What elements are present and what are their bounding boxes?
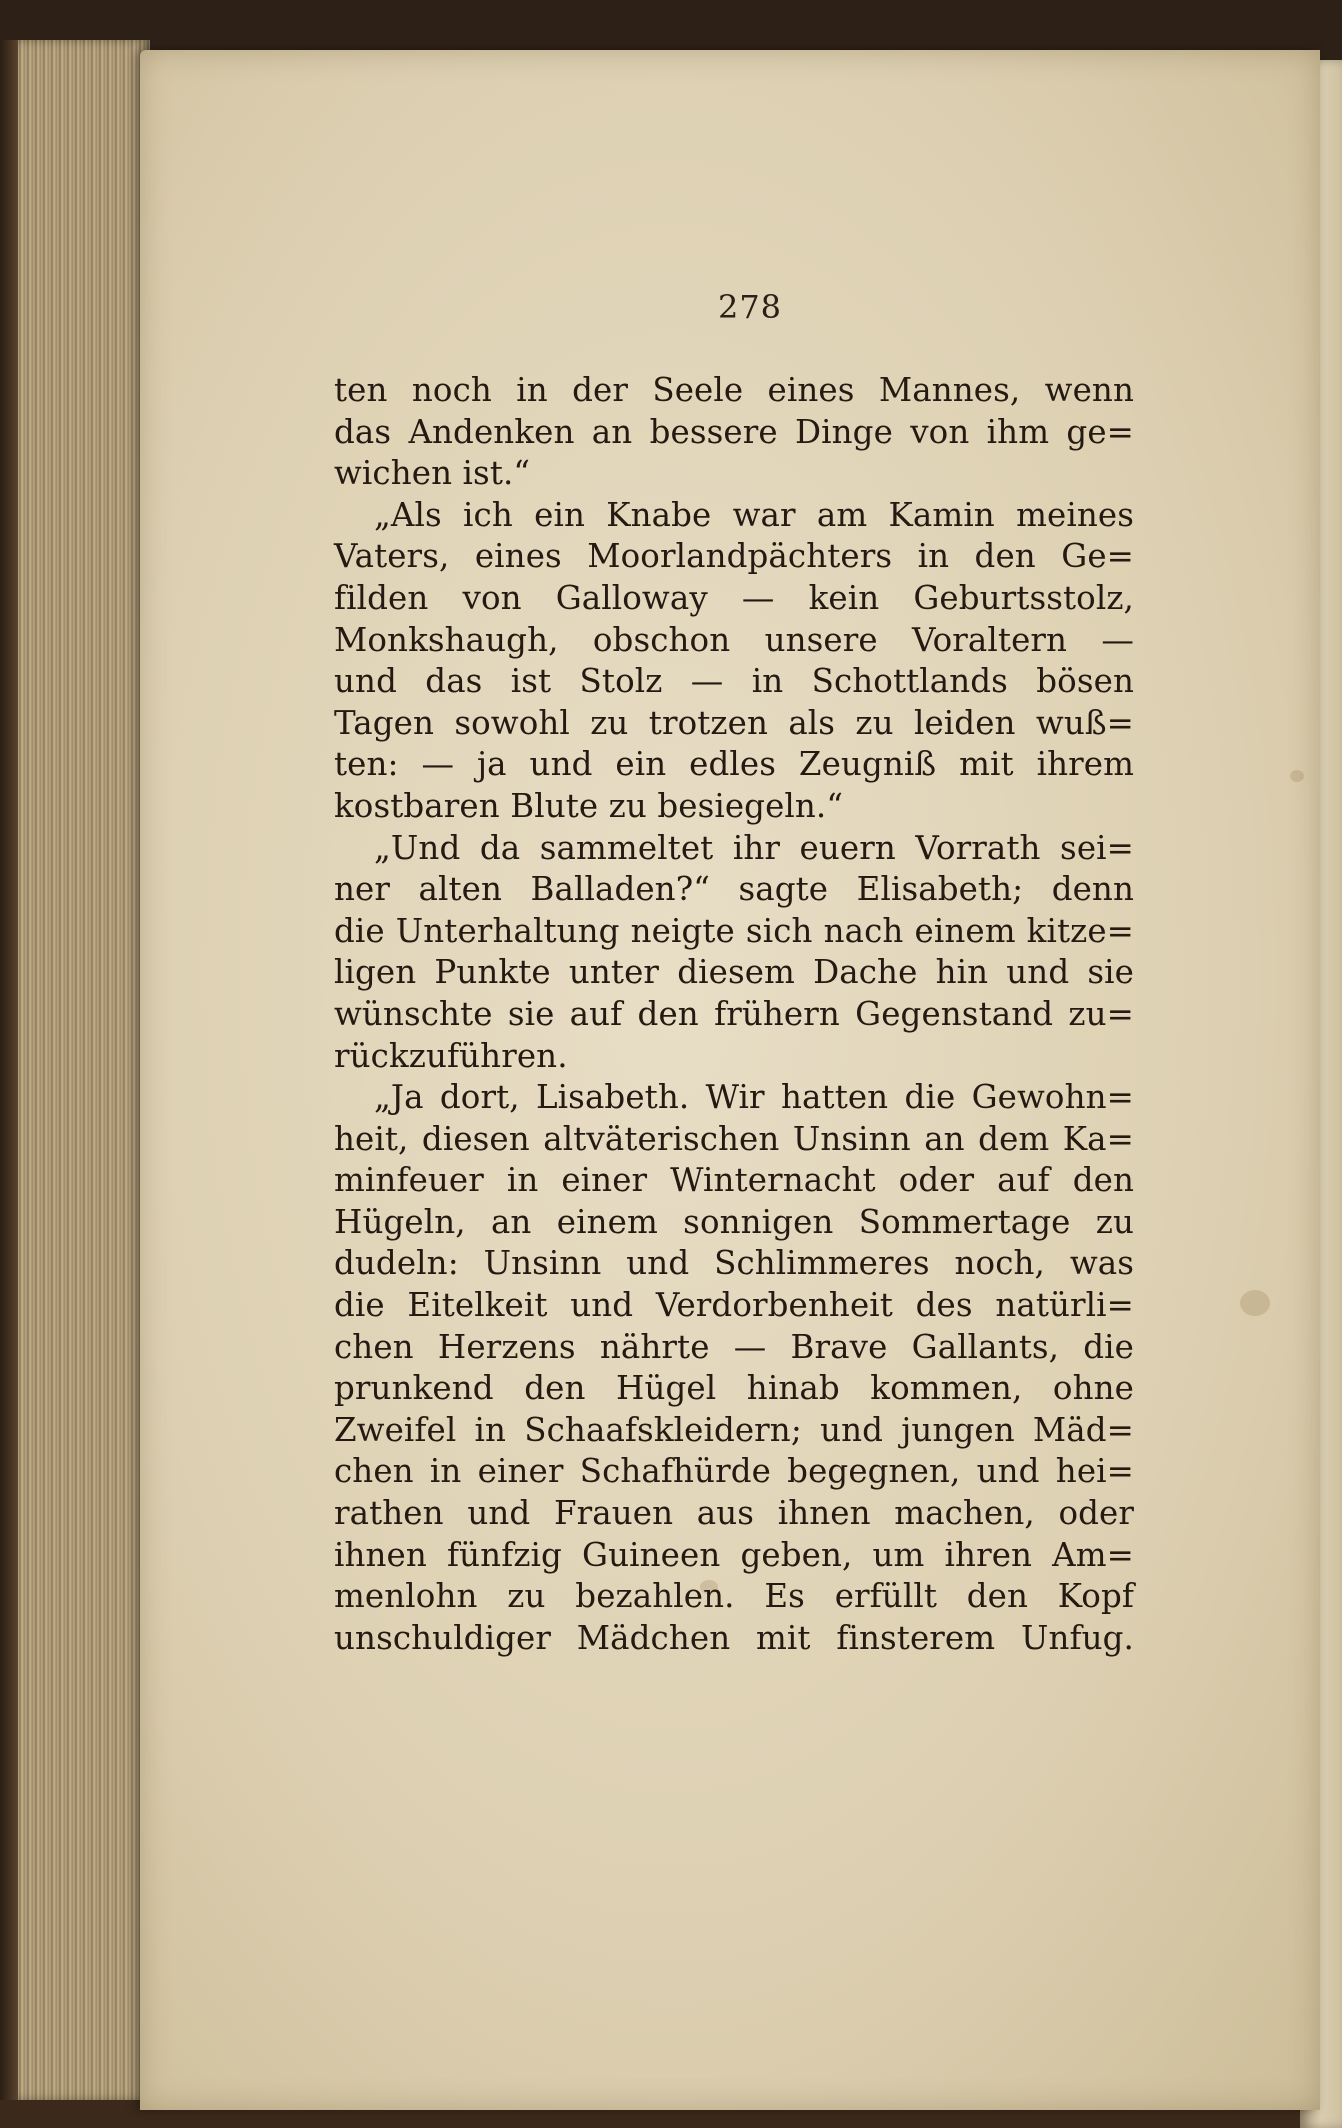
text-line: rückzuführen. (334, 1036, 568, 1075)
text-line: Zweifel in Schaafskleidern; und jungen Mäd= (334, 1410, 1134, 1449)
text-line: Vaters, eines Moorlandpächters in den Ge= (334, 537, 1134, 576)
text-line: Monkshaugh, obschon unsere Voraltern — (334, 620, 1134, 659)
text-line: ligen Punkte unter diesem Dache hin und sie (334, 953, 1134, 992)
text-line: „Ja dort, Lisabeth. Wir hatten die Gewohn= (374, 1078, 1134, 1117)
text-line: ner alten Balladen?“ sagte Elisabeth; denn (334, 870, 1134, 909)
text-line: wünschte sie auf den frühern Gegenstand zu= (334, 994, 1134, 1033)
text-line: menlohn zu bezahlen. Es erfüllt den Kopf (334, 1577, 1134, 1616)
text-line: wichen ist.“ (334, 454, 531, 493)
text-line: chen in einer Schafhürde begegnen, und hei= (334, 1452, 1134, 1491)
text-line: prunkend den Hügel hinab kommen, ohne (334, 1369, 1134, 1408)
text-line: heit, diesen altväterischen Unsinn an dem Ka= (334, 1119, 1134, 1158)
body-text (334, 370, 1134, 1659)
text-line: die Eitelkeit und Verdorbenheit des natürli= (334, 1286, 1134, 1325)
text-line: und das ist Stolz — in Schottlands bösen (334, 662, 1134, 701)
text-line: rathen und Frauen aus ihnen machen, oder (334, 1494, 1134, 1533)
text-line: minfeuer in einer Winternacht oder auf den (334, 1161, 1134, 1200)
text-line: Tagen sowohl zu trotzen als zu leiden wuß= (334, 703, 1134, 742)
paper-stain (1290, 770, 1304, 782)
text-line: „Und da sammeltet ihr euern Vorrath sei= (374, 828, 1134, 867)
text-line: ten noch in der Seele eines Mannes, wenn (334, 371, 1134, 409)
text-line: das Andenken an bessere Dinge von ihm ge= (334, 412, 1134, 451)
book-cover-edge (0, 40, 18, 2100)
text-line: ihnen fünfzig Guineen geben, um ihren Am= (334, 1535, 1134, 1574)
text-line: Hügeln, an einem sonnigen Sommertage zu (334, 1202, 1134, 1241)
text-line: ten: — ja und ein edles Zeugniß mit ihrem (334, 745, 1134, 784)
text-line: kostbaren Blute zu besiegeln.“ (334, 786, 844, 825)
page-edges (0, 40, 150, 2100)
text-line: dudeln: Unsinn und Schlimmeres noch, was (334, 1244, 1134, 1283)
page-number: 278 (717, 288, 783, 326)
text-line: filden von Galloway — kein Geburtsstolz, (334, 578, 1134, 617)
text-line: unschuldiger Mädchen mit finsterem Unfug. (334, 1618, 1134, 1657)
text-line: „Als ich ein Knabe war am Kamin meines (374, 495, 1134, 534)
paper-stain (1240, 1290, 1270, 1316)
text-line: chen Herzens nährte — Brave Gallants, die (334, 1327, 1134, 1366)
text-line: die Unterhaltung neigte sich nach einem kitze= (334, 911, 1134, 950)
